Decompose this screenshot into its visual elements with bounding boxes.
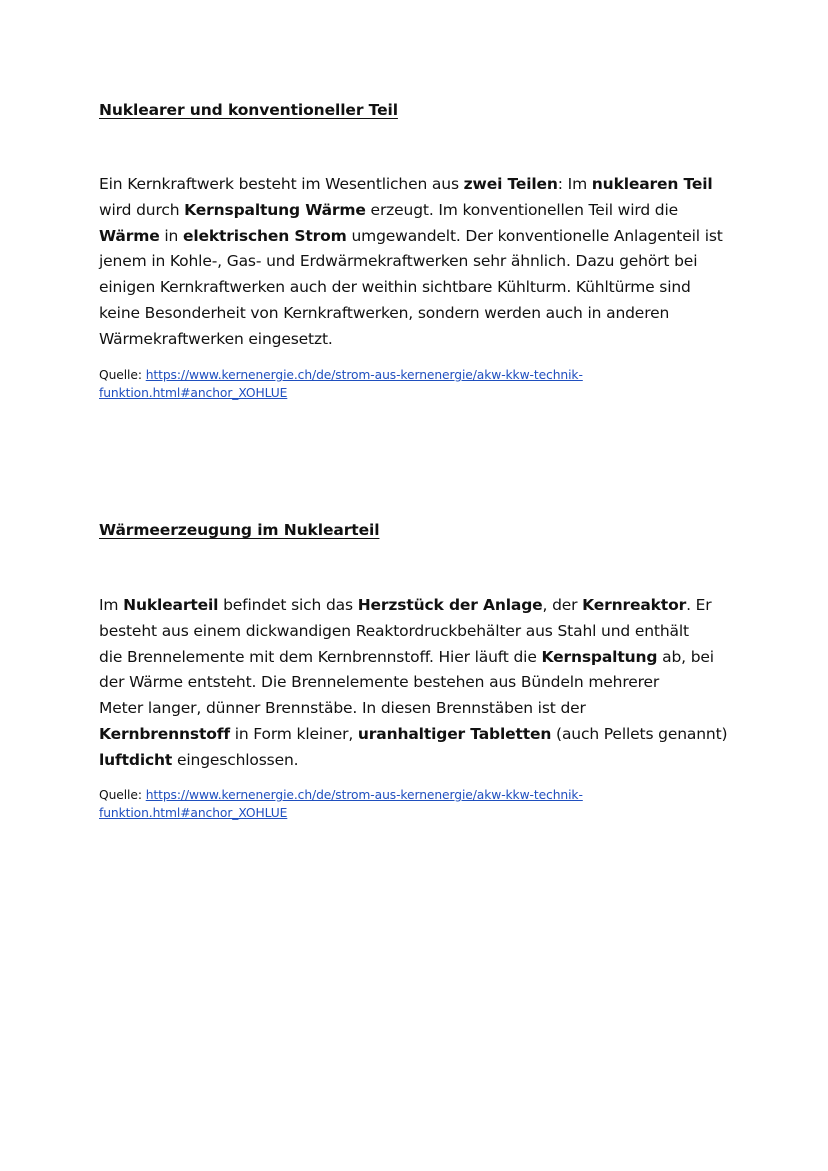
text-run: umgewandelt. Der konventionelle Anlagenteil ist xyxy=(346,226,723,245)
paragraph-line xyxy=(99,301,739,327)
source-link-continued[interactable]: funktion.html#anchor_XOHLUE xyxy=(99,386,288,400)
paragraph-line xyxy=(99,722,739,748)
bold-text: Kernbrennstoff xyxy=(99,724,230,743)
paragraph-line xyxy=(99,670,739,696)
section-nuklearer-konventioneller-teil xyxy=(99,101,739,119)
section1-paragraph xyxy=(99,172,739,353)
section-heading: Wärmeerzeugung im Nuklearteil xyxy=(99,521,380,539)
text-run: die Brennelemente mit dem Kernbrennstoff. Hier läuft die xyxy=(99,647,542,666)
text-run: ab, bei xyxy=(657,647,714,666)
bold-text: Kernspaltung Wärme xyxy=(184,200,366,219)
text-run: eingeschlossen. xyxy=(172,750,299,769)
paragraph-line xyxy=(99,249,739,275)
text-run: in xyxy=(159,226,183,245)
text-run: in Form kleiner, xyxy=(229,724,358,743)
bold-text: Kernspaltung xyxy=(541,647,658,666)
paragraph-line xyxy=(99,593,739,619)
paragraph-line xyxy=(99,696,739,722)
section1-paragraph-wrapper xyxy=(99,172,739,353)
text-run: , der xyxy=(542,596,583,614)
text-run: Meter langer, dünner Brennstäbe. In diesen Brennstäben ist der xyxy=(99,699,586,718)
section2-paragraph-wrapper xyxy=(99,593,739,774)
source-link[interactable]: https://www.kernenergie.ch/de/strom-aus-kernenergie/akw-kkw-technik- xyxy=(145,368,583,382)
bold-text: uranhaltiger Tabletten xyxy=(357,724,552,743)
source-label: Quelle: xyxy=(99,788,146,802)
bold-text: Nuklearteil xyxy=(123,596,219,614)
text-run: Ein Kernkraftwerk besteht im Wesentlichen aus xyxy=(99,175,464,193)
bold-text: nuklearen Teil xyxy=(591,175,713,193)
section2-source xyxy=(99,786,739,822)
text-run: befindet sich das xyxy=(218,596,358,614)
section-heading: Nuklearer und konventioneller Teil xyxy=(99,101,398,119)
bold-text: luftdicht xyxy=(99,750,173,769)
paragraph-line xyxy=(99,172,739,198)
source-link[interactable]: https://www.kernenergie.ch/de/strom-aus-kernenergie/akw-kkw-technik- xyxy=(145,788,583,802)
paragraph-line xyxy=(99,645,739,671)
text-run: besteht aus einem dickwandigen Reaktordruckbehälter aus Stahl und enthält xyxy=(99,621,689,640)
text-run: wird durch xyxy=(99,200,185,219)
text-run: einigen Kernkraftwerken auch der weithin sichtbare Kühlturm. Kühltürme sind xyxy=(99,278,691,297)
text-run: Wärmekraftwerken eingesetzt. xyxy=(99,329,333,348)
text-run: jenem in Kohle-, Gas- und Erdwärmekraftwerken sehr ähnlich. Dazu gehört bei xyxy=(99,252,698,271)
section-waermeerzeugung-nuklearteil xyxy=(99,521,739,539)
text-run: Im xyxy=(99,596,124,614)
text-run: (auch Pellets genannt) xyxy=(551,724,728,743)
bold-text: Wärme xyxy=(99,226,160,245)
paragraph-line xyxy=(99,224,739,250)
source-citation xyxy=(99,366,739,402)
bold-text: Kernreaktor xyxy=(582,596,687,614)
source-label: Quelle: xyxy=(99,368,146,382)
paragraph-line xyxy=(99,198,739,224)
source-link-continued[interactable]: funktion.html#anchor_XOHLUE xyxy=(99,806,288,820)
section2-paragraph xyxy=(99,593,739,774)
text-run: erzeugt. Im konventionellen Teil wird die xyxy=(365,200,679,219)
source-citation xyxy=(99,786,739,822)
paragraph-line xyxy=(99,748,739,774)
paragraph-line xyxy=(99,327,739,353)
paragraph-line xyxy=(99,619,739,645)
text-run: . Er xyxy=(686,596,712,614)
paragraph-line xyxy=(99,275,739,301)
bold-text: Herzstück der Anlage xyxy=(357,596,543,614)
text-run: der Wärme entsteht. Die Brennelemente bestehen aus Bündeln mehrerer xyxy=(99,673,660,692)
text-run: keine Besonderheit von Kernkraftwerken, sondern werden auch in anderen xyxy=(99,303,670,322)
bold-text: elektrischen Strom xyxy=(182,226,347,245)
bold-text: zwei Teilen xyxy=(463,175,558,193)
section1-source xyxy=(99,366,739,402)
text-run: : Im xyxy=(557,175,592,193)
